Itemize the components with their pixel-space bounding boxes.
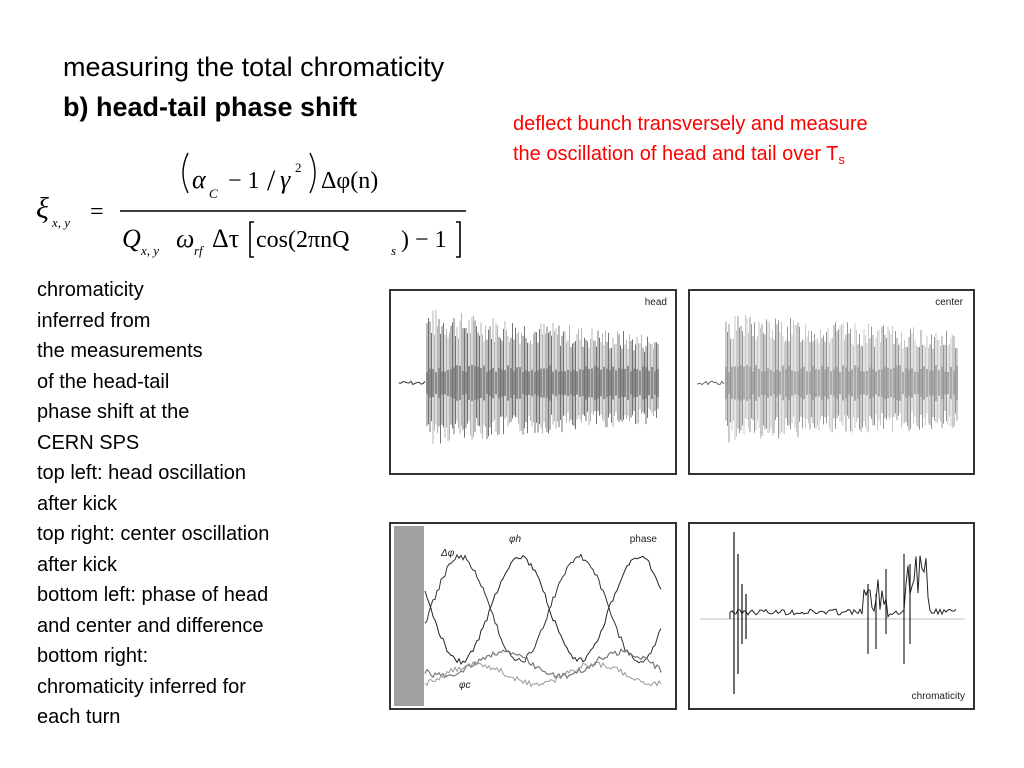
description-line: chromaticity inferred for bbox=[37, 675, 246, 698]
description-line: of the head-tail bbox=[37, 370, 170, 393]
phi-c-label: φc bbox=[459, 680, 471, 691]
formula-svg bbox=[28, 148, 488, 263]
method-note-line1: deflect bunch transversely and measure bbox=[513, 113, 868, 135]
den-cos: cos(2πnQ bbox=[256, 227, 350, 253]
slide-title: measuring the total chromaticity bbox=[63, 52, 445, 82]
num-gamma: γ bbox=[280, 165, 291, 194]
center-plot-svg bbox=[690, 291, 973, 473]
description-line: bottom right: bbox=[37, 645, 149, 667]
num-gamma-sup: 2 bbox=[295, 160, 302, 175]
num-slash: / bbox=[267, 164, 276, 197]
method-note-line2-text: the oscillation of head and tail over T bbox=[513, 143, 839, 165]
den-delta-tau: Δτ bbox=[212, 224, 240, 253]
head-oscillation-trace bbox=[399, 310, 658, 443]
phase-traces bbox=[395, 526, 661, 706]
head-oscillation-plot bbox=[389, 289, 677, 475]
num-paren-left bbox=[183, 153, 188, 193]
chromaticity-plot-label: chromaticity bbox=[911, 691, 965, 702]
chromaticity-plot-svg bbox=[690, 524, 973, 708]
num-paren-right bbox=[310, 153, 315, 193]
chromaticity-trace bbox=[700, 532, 965, 694]
formula-xi-sub: x, y bbox=[52, 215, 71, 230]
method-note-line2 bbox=[513, 139, 868, 169]
num-alpha: α bbox=[192, 165, 206, 194]
num-delta-phi: Δφ(n) bbox=[321, 168, 379, 194]
description-line: bottom left: phase of head bbox=[37, 584, 269, 606]
description-line: after kick bbox=[37, 553, 118, 576]
phase-plot-label: phase bbox=[629, 534, 657, 545]
phi-h-label: φh bbox=[509, 534, 522, 545]
description-line: top right: center oscillation bbox=[37, 523, 270, 545]
ts-subscript: s bbox=[838, 152, 845, 167]
description-line: top left: head oscillation bbox=[37, 462, 247, 484]
description-line: CERN SPS bbox=[37, 431, 140, 454]
num-alpha-sub: C bbox=[209, 186, 218, 201]
phase-plot bbox=[389, 522, 677, 710]
den-bracket-right bbox=[456, 222, 460, 257]
head-plot-svg bbox=[391, 291, 675, 473]
description-line: each turn bbox=[37, 706, 121, 728]
description-line: inferred from bbox=[37, 309, 151, 332]
formula-xi: ξ bbox=[36, 192, 49, 225]
den-tail: ) − 1 bbox=[401, 227, 447, 253]
description-line: chromaticity bbox=[37, 279, 144, 301]
den-omega-sub: rf bbox=[194, 243, 203, 258]
center-oscillation-trace bbox=[698, 315, 957, 442]
delta-phi-label: Δφ bbox=[441, 548, 455, 559]
slide-subtitle: b) head-tail phase shift bbox=[63, 92, 358, 122]
den-bracket-left bbox=[250, 222, 254, 257]
formula-equals: = bbox=[90, 199, 104, 225]
den-omega: ω bbox=[176, 224, 195, 253]
center-oscillation-plot bbox=[688, 289, 975, 475]
num-minus-one: − 1 bbox=[228, 168, 260, 194]
description-line: and center and difference bbox=[37, 614, 264, 637]
den-q-sub: x, y bbox=[141, 243, 160, 258]
den-q: Q bbox=[122, 224, 141, 253]
chromaticity-formula bbox=[28, 148, 488, 263]
head-plot-label: head bbox=[644, 297, 667, 308]
method-note bbox=[513, 109, 868, 169]
phase-plot-svg bbox=[391, 524, 675, 708]
description-list bbox=[37, 275, 269, 733]
center-plot-label: center bbox=[935, 297, 963, 308]
description-line: phase shift at the bbox=[37, 401, 190, 423]
chromaticity-plot bbox=[688, 522, 975, 710]
description-line: after kick bbox=[37, 492, 118, 515]
description-line: the measurements bbox=[37, 340, 203, 362]
den-qs-sub: s bbox=[391, 243, 397, 258]
